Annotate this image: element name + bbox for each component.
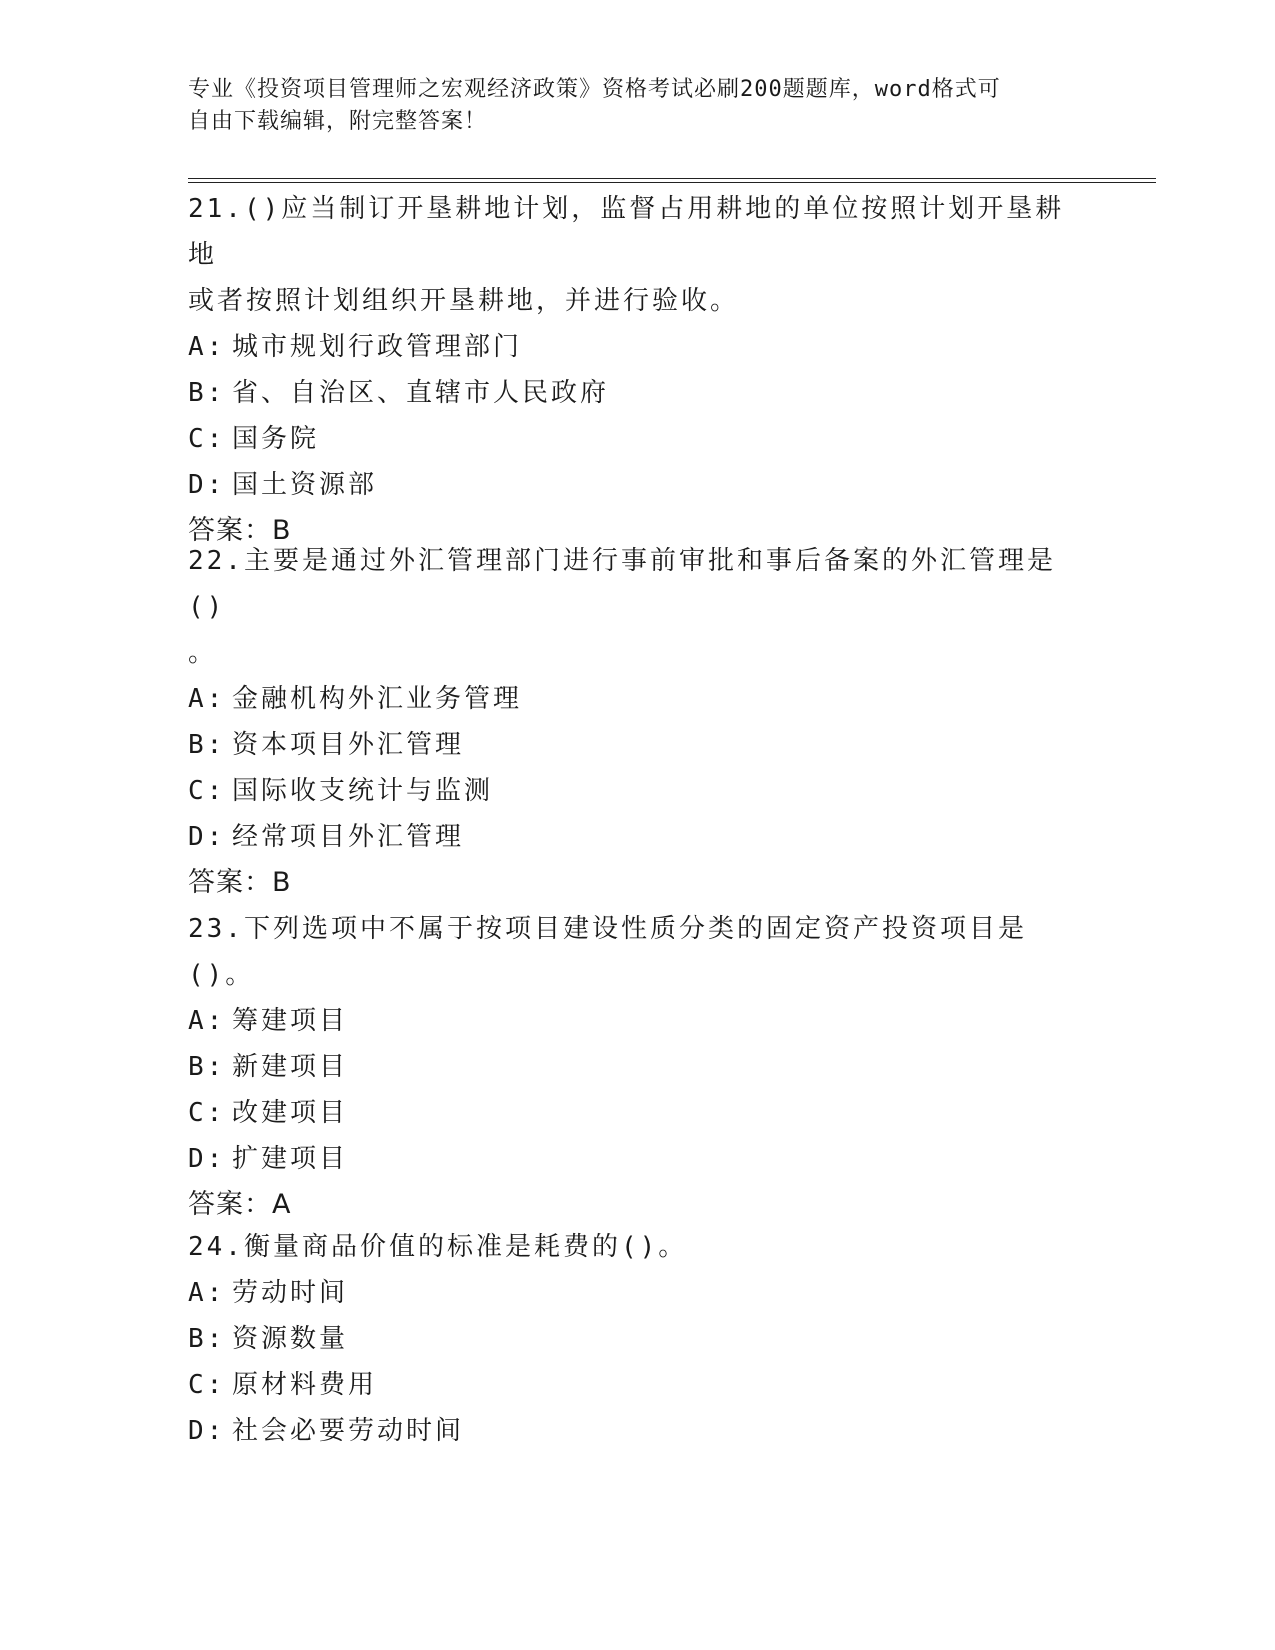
answer-line: 答案：B (188, 867, 292, 898)
option-c (188, 768, 1088, 814)
question-stem-line: 23.下列选项中不属于按项目建设性质分类的固定资产投资项目是()。 (188, 914, 1027, 990)
question-stem-line: 或者按照计划组织开垦耕地，并进行验收。 (188, 286, 740, 316)
option-text: 省、自治区、直辖市人民政府 (232, 378, 610, 408)
question-22 (188, 538, 1088, 906)
option-letter: D: (188, 822, 226, 852)
option-a (188, 324, 1088, 370)
question-24 (188, 1224, 1088, 1454)
option-b (188, 722, 1088, 768)
question-stem-line: 21.()应当制订开垦耕地计划，监督占用耕地的单位按照计划开垦耕地 (188, 194, 1065, 270)
header-line-1: 专业《投资项目管理师之宏观经济政策》资格考试必刷200题题库，word格式可 (188, 77, 1001, 102)
option-a (188, 1270, 1088, 1316)
header-divider-bottom (188, 182, 1156, 183)
option-d (188, 462, 1088, 508)
question-23 (188, 906, 1088, 1228)
option-text: 国土资源部 (232, 470, 378, 500)
option-text: 城市规划行政管理部门 (232, 332, 523, 362)
option-d (188, 1136, 1088, 1182)
option-letter: D: (188, 1416, 226, 1446)
option-letter: B: (188, 730, 226, 760)
option-text: 金融机构外汇业务管理 (232, 684, 523, 714)
option-text: 原材料费用 (232, 1370, 378, 1400)
option-text: 筹建项目 (232, 1006, 349, 1036)
option-text: 经常项目外汇管理 (232, 822, 465, 852)
answer-line: 答案：A (188, 1189, 292, 1220)
option-text: 国务院 (232, 424, 320, 454)
option-letter: A: (188, 684, 226, 714)
option-letter: C: (188, 424, 226, 454)
header-divider-top (188, 178, 1156, 179)
option-text: 改建项目 (232, 1098, 349, 1128)
option-letter: B: (188, 378, 226, 408)
option-b (188, 370, 1088, 416)
option-b (188, 1316, 1088, 1362)
option-letter: C: (188, 1098, 226, 1128)
option-text: 资本项目外汇管理 (232, 730, 465, 760)
question-stem-line: 22.主要是通过外汇管理部门进行事前审批和事后备案的外汇管理是() (188, 546, 1056, 622)
question-stem-line: 。 (188, 638, 218, 668)
option-letter: A: (188, 1278, 226, 1308)
option-letter: B: (188, 1052, 226, 1082)
option-letter: C: (188, 1370, 226, 1400)
option-letter: C: (188, 776, 226, 806)
option-text: 社会必要劳动时间 (232, 1416, 465, 1446)
option-text: 资源数量 (232, 1324, 349, 1354)
option-b (188, 1044, 1088, 1090)
option-letter: B: (188, 1324, 226, 1354)
question-stem-line: 24.衡量商品价值的标准是耗费的()。 (188, 1232, 688, 1262)
option-letter: D: (188, 1144, 226, 1174)
option-d (188, 1408, 1088, 1454)
header-line-2: 自由下载编辑，附完整答案！ (188, 109, 488, 134)
document-header (188, 74, 1088, 138)
option-text: 扩建项目 (232, 1144, 349, 1174)
option-c (188, 1090, 1088, 1136)
option-text: 新建项目 (232, 1052, 349, 1082)
option-letter: A: (188, 1006, 226, 1036)
option-letter: A: (188, 332, 226, 362)
option-c (188, 416, 1088, 462)
option-text: 国际收支统计与监测 (232, 776, 494, 806)
option-c (188, 1362, 1088, 1408)
option-d (188, 814, 1088, 860)
option-letter: D: (188, 470, 226, 500)
question-21 (188, 186, 1088, 554)
option-a (188, 676, 1088, 722)
option-text: 劳动时间 (232, 1278, 349, 1308)
answer-line: 答案：B (188, 515, 292, 546)
option-a (188, 998, 1088, 1044)
